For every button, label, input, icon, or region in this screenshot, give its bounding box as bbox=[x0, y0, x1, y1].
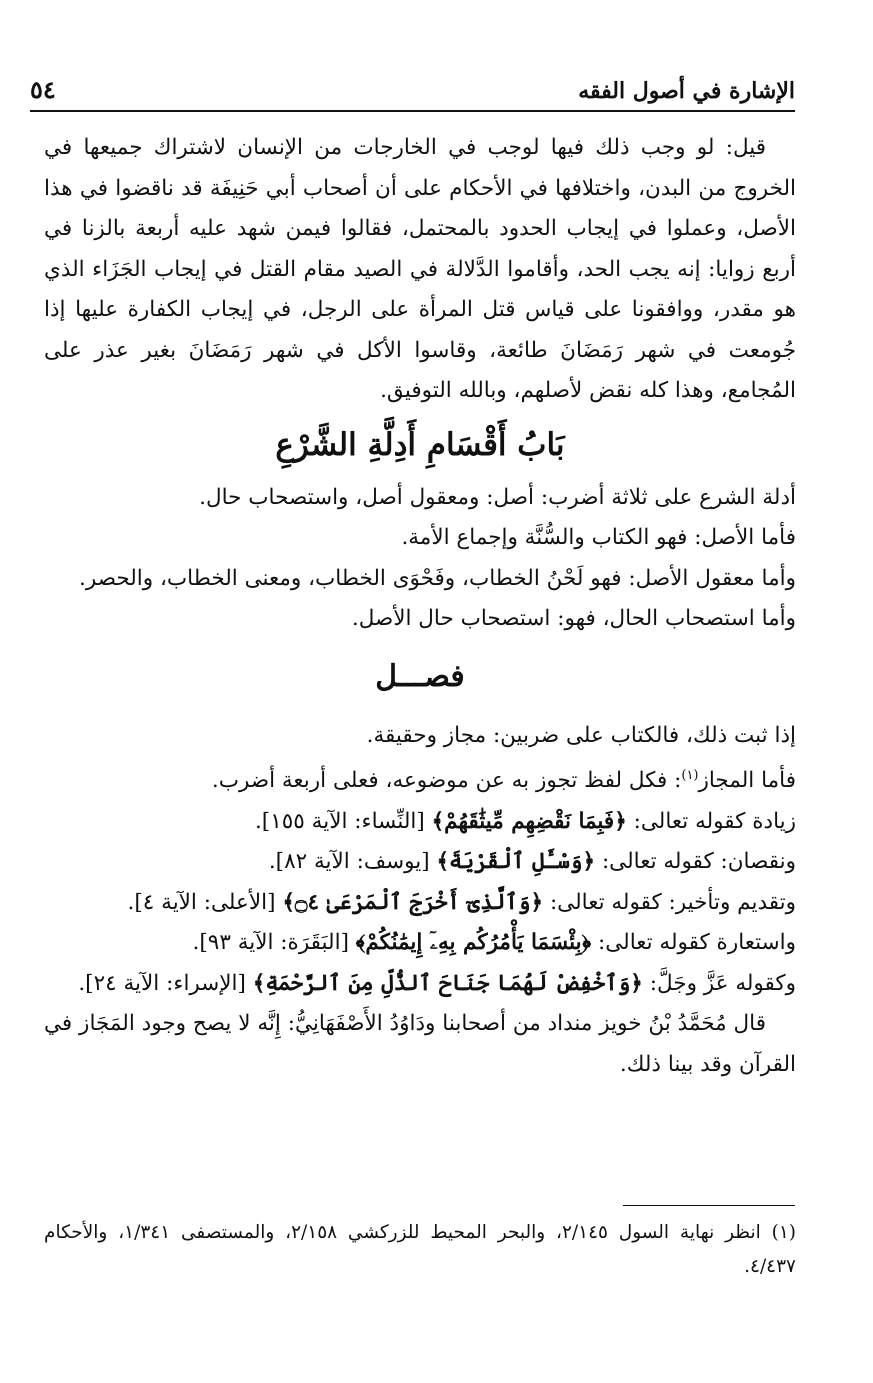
quran-verse: ﴿وَسْـَٔلِ ٱلْقَرْيَةَ﴾ bbox=[436, 849, 596, 875]
quran-verse: ﴿فَبِمَا نَقْضِهِم مِّيثَٰقَهُمْ﴾ bbox=[431, 808, 627, 834]
majaz-label: فأما المجاز bbox=[698, 768, 796, 794]
verse-reference: [البَقَرَة: الآية ٩٣]. bbox=[192, 930, 356, 956]
paragraph-majaz-definition bbox=[44, 756, 796, 802]
quran-verse: ﴿بِئْسَمَا يَأْمُرُكُم بِهِۦٓ إِيمَٰنُكُمْ﴾ bbox=[355, 930, 592, 956]
example-addition bbox=[44, 802, 796, 843]
footnote-divider bbox=[623, 1205, 795, 1206]
example-label: زيادة كقوله تعالى: bbox=[626, 808, 796, 834]
fasl-title: فصـــل bbox=[375, 658, 465, 694]
footnote-mark: (١) bbox=[681, 768, 699, 783]
quran-verse: ﴿وَٱخْفِضْ لَهُمَا جَنَاحَ ٱلذُّلِّ مِنَ ٱلرَّحْمَةِ﴾ bbox=[252, 970, 643, 996]
example-label: واستعارة كقوله تعالى: bbox=[591, 930, 796, 956]
paragraph-istishab: وأما استصحاب الحال، فهو: استصحاب حال الأصل. bbox=[351, 606, 796, 631]
paragraph-evidence-types: أدلة الشرع على ثلاثة أضرب: أصل: ومعقول أصل، واستصحاب حال. bbox=[199, 484, 796, 510]
verse-reference: [الإسراء: الآية ٢٤]. bbox=[78, 970, 253, 996]
example-reordering bbox=[44, 883, 796, 924]
verse-reference: [النِّساء: الآية ١٥٥]. bbox=[254, 808, 432, 834]
running-title: الإشارة في أصول الفقه bbox=[578, 78, 795, 104]
page-header bbox=[30, 72, 795, 112]
footnote-1: (١) انظر نهاية السول ٢/١٤٥، والبحر المحيط للزركشي ٢/١٥٨، والمستصفى ١/٣٤١، والأحكام ٤/٤٣٧. bbox=[44, 1222, 796, 1277]
quran-verse: ﴿وَٱلَّذِىٓ أَخْرَجَ ٱلْمَرْعَىٰ ۝٤﴾ bbox=[282, 889, 544, 915]
paragraph-maqul-asl: وأما معقول الأصل: فهو لَحْنُ الخطاب، وفَحْوَى الخطاب، ومعنى الخطاب، والحصر. bbox=[79, 565, 796, 591]
footnotes bbox=[44, 1216, 796, 1284]
section-title: بَابُ أَقْسَامِ أَدِلَّةِ الشَّرْعِ bbox=[275, 426, 565, 463]
paragraph-kitab-types: إذا ثبت ذلك، فالكتاب على ضربين: مجاز وحقيقة. bbox=[366, 722, 796, 748]
example-label: وكقوله عَزَّ وجَلَّ: bbox=[642, 970, 796, 996]
paragraph-asl: فأما الأصل: فهو الكتاب والسُّنَّة وإجماع الأمة. bbox=[401, 525, 796, 550]
paragraph-refutation: قيل: لو وجب ذلك فيها لوجب في الخارجات من الإنسان لاشتراك جميعها في الخروج من البدن، واختلافها في الأحكام على أن أصحاب أبي حَنِيفَة قد ناقضوا في هذا الأصل، وعملوا في إيجاب الحدود بالمحتمل، فقالوا فيمن شهد عليه أربعة بالزنا في أربع زوايا: إنه يجب الحد، وأقاموا الدَّلالة في الصيد مقام القتل في إيجاب الجَزَاء الذي هو مقدر، ووافقونا على قياس قتل المرأة على الرجل، في إيجاب الكفارة عليها إذا جُومعت في شهر رَمَضَانَ طائعة، وقاسوا الأكل في شهر رَمَضَانَ بغير عذر على المُجامع، وهذا كله نقض لأصلهم، وبالله التوفيق. bbox=[44, 135, 796, 403]
majaz-definition-text: : فكل لفظ تجوز به عن موضوعه، فعلى أربعة أضرب. bbox=[211, 768, 682, 794]
page-number: ٥٤ bbox=[30, 75, 56, 104]
example-omission bbox=[44, 842, 796, 883]
example-label: ونقصان: كقوله تعالى: bbox=[595, 849, 796, 875]
page-body bbox=[44, 128, 796, 1085]
verse-reference: [الأعلى: الآية ٤]. bbox=[127, 889, 283, 915]
verse-reference: [يوسف: الآية ٨٢]. bbox=[268, 849, 437, 875]
example-label: وتقديم وتأخير: كقوله تعالى: bbox=[543, 889, 796, 915]
example-metaphor-2 bbox=[44, 964, 796, 1005]
paragraph-closing: قال مُحَمَّدُ بْنُ خويز منداد من أصحابنا ودَاوُدُ الأَصْفَهَانِيُّ: إِنَّه لا يصح وجود المَجَاز في القرآن وقد بينا ذلك. bbox=[44, 1011, 796, 1077]
example-metaphor bbox=[44, 923, 796, 964]
